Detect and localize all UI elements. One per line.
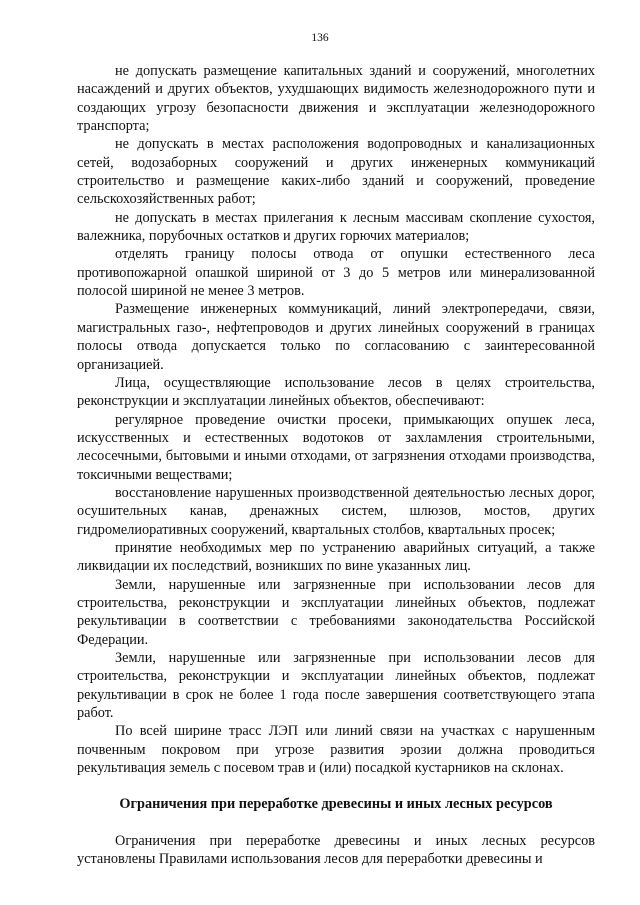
paragraph: Ограничения при переработке древесины и иных лесных ресурсов установлены Правилами использования лесов для переработки древесины и [77, 832, 595, 868]
paragraph: По всей ширине трасс ЛЭП или линий связи на участках с нарушенным почвенным покровом при угрозе развития эрозии должна проводиться рекультивация земель с посевом трав и (или) посадкой кустарников на склонах. [77, 723, 595, 777]
paragraph: принятие необходимых мер по устранению аварийных ситуаций, а также ликвидации их последствий, возникших по вине указанных лиц. [77, 539, 595, 575]
paragraph: регулярное проведение очистки просеки, примыкающих опушек леса, искусственных и естественных водотоков от захламления строительными, лесосечными, бытовыми и иными отходами, от загрязнения отходами производства, токсичными веществами; [77, 411, 595, 483]
paragraph: Земли, нарушенные или загрязненные при использовании лесов для строительства, реконструкции и эксплуатации линейных объектов, подлежат рекультивации в срок не более 1 года после завершения соответствующего этапа работ. [77, 650, 595, 722]
section-heading: Ограничения при переработке древесины и иных лесных ресурсов [119, 796, 553, 813]
paragraph: Земли, нарушенные или загрязненные при использовании лесов для строительства, реконструкции и эксплуатации линейных объектов, подлежат рекультивации в соответствии с требованиями законодательства Российской Федерации. [77, 576, 595, 648]
paragraph: отделять границу полосы отвода от опушки естественного леса противопожарной опашкой шириной от 3 до 5 метров или минерализованной полосой шириной не менее 3 метров. [77, 246, 595, 300]
paragraph: не допускать в местах расположения водопроводных и канализационных сетей, водозаборных сооружений и других инженерных коммуникаций строительство и размещение каких-либо зданий и сооружений, проведение сельскохозяйственных работ; [77, 136, 595, 208]
paragraph: Размещение инженерных коммуникаций, линий электропередачи, связи, магистральных газо-, нефтепроводов и других линейных сооружений в границах полосы отвода допускается только по согласованию с заинтересованной организацией. [77, 301, 595, 373]
paragraph: восстановление нарушенных производственной деятельностью лесных дорог, осушительных канав, дренажных систем, шлюзов, мостов, других гидромелиоративных сооружений, квартальных столбов, квартальных просек; [77, 484, 595, 538]
page-content [77, 62, 595, 868]
page-number: 136 [311, 32, 329, 44]
paragraph: Лица, осуществляющие использование лесов в целях строительства, реконструкции и эксплуатации линейных объектов, обеспечивают: [77, 374, 595, 410]
paragraph: не допускать размещение капитальных зданий и сооружений, многолетних насаждений и других объектов, ухудшающих видимость железнодорожного пути и создающих угрозу безопасности движения и эксплуатации железнодорожного транспорта; [77, 63, 595, 135]
paragraph: не допускать в местах прилегания к лесным массивам скопление сухостоя, валежника, порубочных остатков и других горючих материалов; [77, 209, 595, 245]
